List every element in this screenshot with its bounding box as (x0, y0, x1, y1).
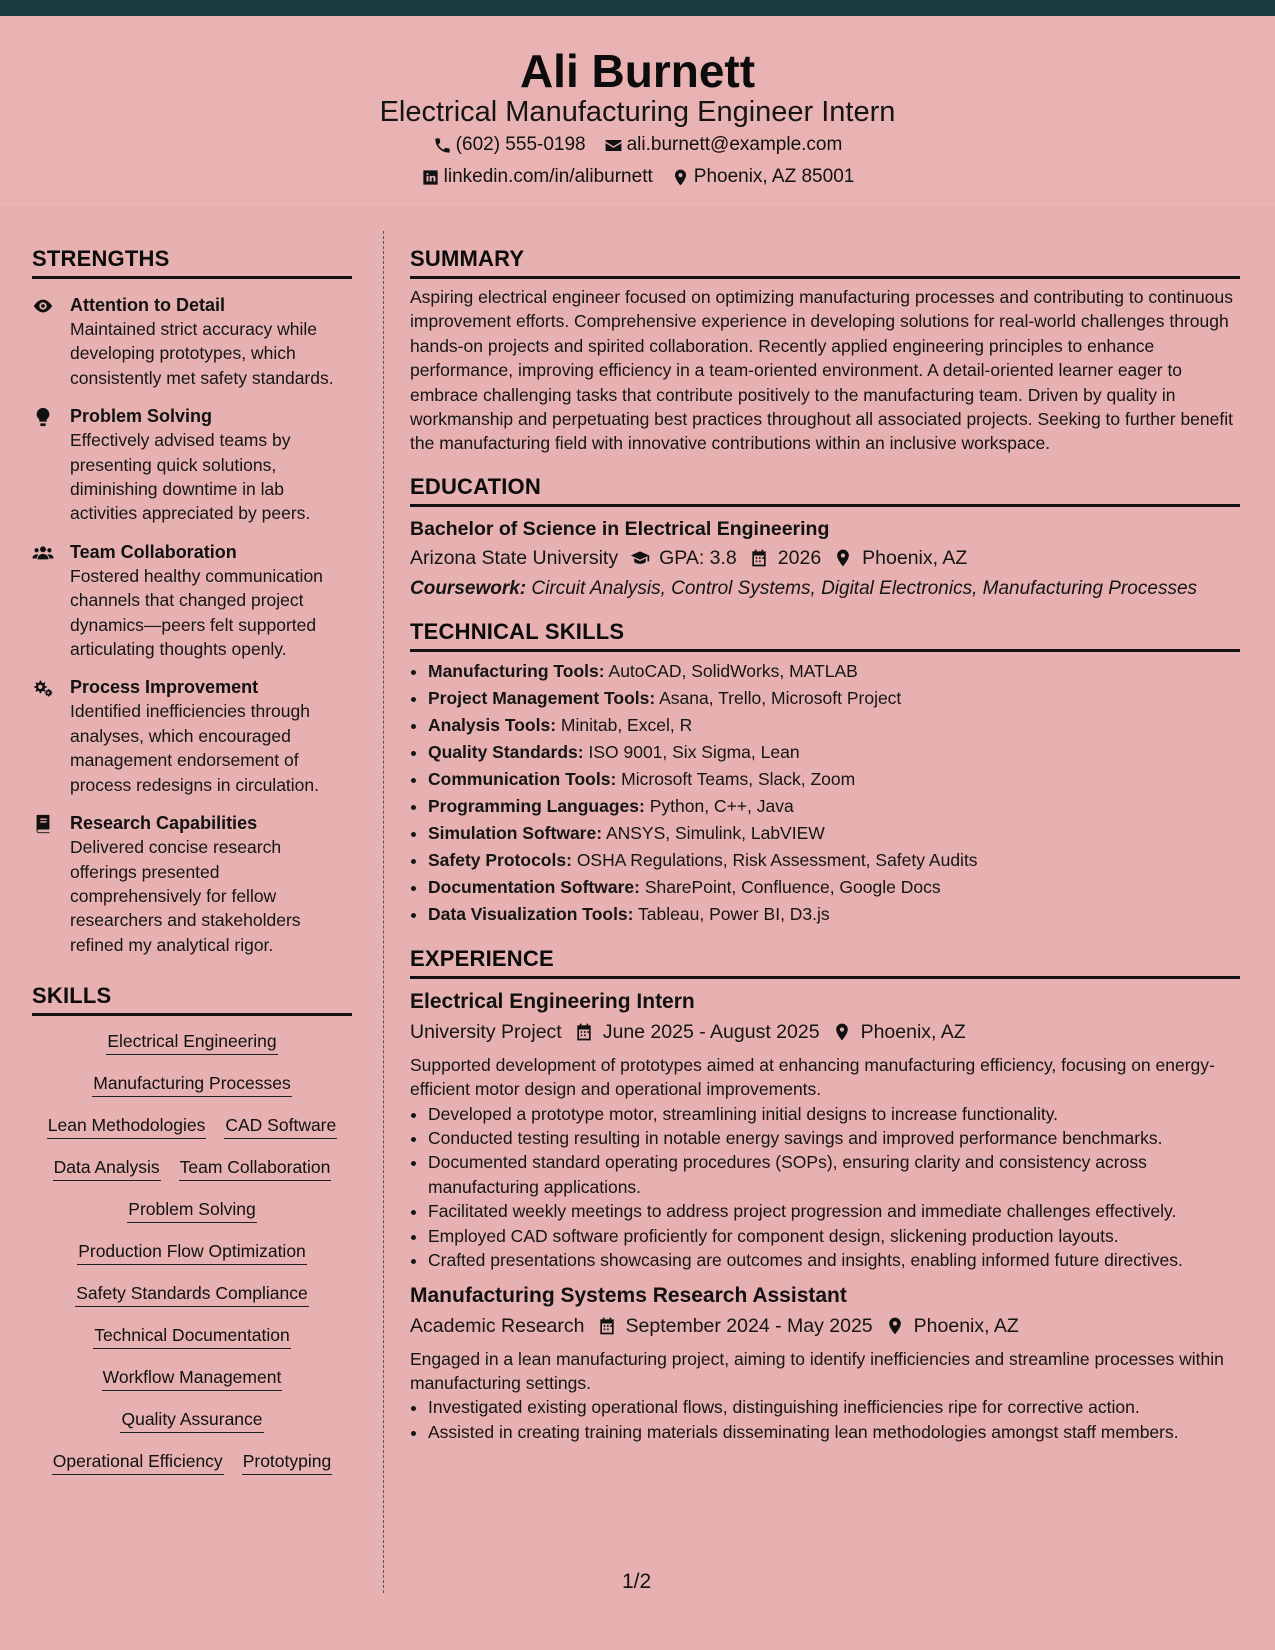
education-meta (410, 543, 1240, 573)
list-item (428, 847, 1240, 874)
skill-tag: Data Analysis (53, 1154, 161, 1181)
list-item (428, 793, 1240, 820)
graduation-cap-icon (630, 548, 650, 568)
list-item (428, 685, 1240, 712)
strength-name: Research Capabilities (70, 813, 258, 834)
tech-label: Project Management Tools: (428, 687, 656, 708)
job-location: Phoenix, AZ (913, 1314, 1019, 1337)
skill-tag: Lean Methodologies (47, 1112, 207, 1139)
tech-label: Simulation Software: (428, 822, 603, 843)
job-dates: September 2024 - May 2025 (625, 1314, 873, 1337)
email-text: ali.burnett@example.com (626, 134, 843, 155)
list-item: • Crafted presentations showcasing are outcomes and insights, enabling informed future directives. (428, 1248, 1240, 1272)
grad-year: 2026 (777, 546, 822, 569)
skill-tag: Safety Standards Compliance (75, 1280, 309, 1307)
tech-label: Data Visualization Tools: (428, 903, 634, 924)
contact-location (671, 166, 855, 188)
calendar-icon (597, 1316, 617, 1336)
job-org: Academic Research (410, 1314, 585, 1337)
candidate-title: Electrical Manufacturing Engineer Intern (379, 96, 896, 128)
coursework-label: Coursework: (410, 577, 527, 599)
tech-label: Communication Tools: (428, 768, 617, 789)
job-description: Engaged in a lean manufacturing project, aiming to identify inefficiencies and streamline processes within manufacturing settings. (410, 1348, 1224, 1393)
skills-heading: SKILLS (32, 983, 352, 1016)
skill-tag: Production Flow Optimization (77, 1238, 307, 1265)
job-bullets (410, 1102, 1240, 1273)
strength-name: Problem Solving (70, 406, 213, 427)
tech-label: Analysis Tools: (428, 714, 557, 735)
calendar-icon (749, 548, 769, 568)
job-org: University Project (410, 1020, 562, 1043)
strength-desc: Maintained strict accuracy while developing prototypes, which consistently met safety standards. (70, 319, 334, 388)
tech-value: Microsoft Teams, Slack, Zoom (621, 768, 856, 789)
right-column (410, 246, 1240, 1444)
list-item (428, 874, 1240, 901)
book-icon (32, 813, 54, 835)
coursework (410, 577, 1240, 601)
left-column (32, 246, 352, 1475)
list-item (428, 739, 1240, 766)
phone-text: (602) 555-0198 (455, 134, 586, 155)
strength-item (32, 293, 352, 390)
candidate-name: Ali Burnett (519, 45, 756, 97)
skill-tag: Team Collaboration (179, 1154, 332, 1181)
strength-desc: Effectively advised teams by presenting quick solutions, diminishing downtime in lab activities appreciated by peers. (70, 430, 311, 524)
tech-value: Asana, Trello, Microsoft Project (659, 687, 902, 708)
list-item (428, 658, 1240, 685)
degree-name: Bachelor of Science in Electrical Engineering (410, 517, 830, 540)
job-title: Manufacturing Systems Research Assistant (410, 1283, 847, 1307)
school-name: Arizona State University (410, 546, 619, 569)
column-divider (383, 231, 384, 1593)
skill-tag: Electrical Engineering (106, 1028, 277, 1055)
list-item: • Assisted in creating training materials disseminating lean methodologies amongst staff members. (428, 1420, 1240, 1444)
tech-label: Quality Standards: (428, 741, 584, 762)
tech-value: Tableau, Power BI, D3.js (638, 903, 830, 924)
strength-desc: Identified inefficiencies through analyses, which encouraged management endorsement of process redesigns in circulation. (70, 701, 320, 795)
skill-tag: Prototyping (242, 1448, 333, 1475)
linkedin-text: linkedin.com/in/aliburnett (443, 166, 653, 187)
skill-tag: CAD Software (224, 1112, 337, 1139)
contact-phone (433, 134, 586, 156)
contact-linkedin (421, 166, 653, 188)
page-number: 1/2 (622, 1570, 652, 1593)
skill-tag: Manufacturing Processes (92, 1070, 291, 1097)
list-item (428, 712, 1240, 739)
tech-value: ANSYS, Simulink, LabVIEW (605, 822, 825, 843)
contact-row-2 (0, 166, 1275, 188)
school-location: Phoenix, AZ (862, 546, 968, 569)
experience-heading: EXPERIENCE (410, 946, 1240, 979)
list-item: • Facilitated weekly meetings to address project progression and immediate challenges effectively. (428, 1199, 1240, 1223)
tech-label: Documentation Software: (428, 876, 640, 897)
strength-desc: Delivered concise research offerings presented comprehensively for fellow researchers and stakeholders refined my analytical rigor. (70, 837, 301, 955)
strength-desc: Fostered healthy communication channels that changed project dynamics—peers felt supported articulating thoughts openly. (70, 565, 323, 660)
skill-tag: Quality Assurance (120, 1406, 263, 1433)
map-pin-icon (832, 1022, 852, 1042)
tech-label: Programming Languages: (428, 795, 645, 816)
linkedin-icon (421, 168, 440, 187)
tech-value: AutoCAD, SolidWorks, MATLAB (608, 660, 858, 681)
skills-list (32, 1028, 352, 1475)
job-meta (410, 1017, 1240, 1047)
job-title: Electrical Engineering Intern (410, 989, 695, 1013)
skill-tag: Workflow Management (102, 1364, 283, 1391)
list-item (428, 766, 1240, 793)
summary-text: Aspiring electrical engineer focused on optimizing manufacturing processes and contributing to continuous improvement efforts. Comprehensive experience in developing solutions for real-world challenges through hands-on projects and spirited collaboration. Recently applied engineering principles to enhance performance, improving efficiency in a team-oriented environment. A detail-oriented learner eager to embrace challenging tasks that contribute positively to the manufacturing team. Driven by quality in workmanship and perpetuating best practices throughout all associated projects. Seeking to further benefit the manufacturing field with innovative contributions within an inclusive workspace. (410, 287, 1233, 454)
job-description: Supported development of prototypes aimed at enhancing manufacturing efficiency, focusing on energy-efficient motor design and operational improvements. (410, 1054, 1215, 1100)
envelope-icon (604, 136, 623, 155)
calendar-icon (574, 1022, 594, 1042)
list-item: • Conducted testing resulting in notable energy savings and improved performance benchmarks. (428, 1126, 1240, 1150)
strength-item (32, 811, 352, 957)
gpa-text: GPA: 3.8 (659, 546, 737, 569)
strengths-heading: STRENGTHS (32, 246, 352, 279)
coursework-text: Circuit Analysis, Control Systems, Digital Electronics, Manufacturing Processes (531, 577, 1198, 599)
tech-value: ISO 9001, Six Sigma, Lean (588, 741, 800, 762)
technical-skills-heading: TECHNICAL SKILLS (410, 619, 1240, 652)
contact-email (604, 134, 843, 156)
skill-tag: Problem Solving (127, 1196, 256, 1223)
strength-name: Attention to Detail (70, 295, 225, 315)
list-item (428, 901, 1240, 928)
list-item: • Investigated existing operational flows, distinguishing inefficiencies ripe for corrective action. (428, 1395, 1240, 1419)
map-pin-icon (885, 1316, 905, 1336)
strength-item (32, 540, 352, 662)
users-icon (32, 542, 54, 564)
job-dates: June 2025 - August 2025 (602, 1020, 820, 1043)
list-item: • Documented standard operating procedures (SOPs), ensuring clarity and consistency across manufacturing applications. (428, 1150, 1240, 1199)
map-pin-icon (833, 548, 853, 568)
list-item: • Employed CAD software proficiently for component design, slickening production layouts. (428, 1224, 1240, 1248)
strength-item (32, 404, 352, 526)
resume-header (0, 16, 1275, 205)
map-pin-icon (671, 168, 690, 187)
list-item (428, 820, 1240, 847)
technical-skills-list (410, 658, 1240, 928)
contact-row-1 (0, 134, 1275, 156)
tech-label: Safety Protocols: (428, 849, 572, 870)
gears-icon (32, 677, 54, 699)
tech-value: OSHA Regulations, Risk Assessment, Safety Audits (576, 849, 978, 870)
tech-value: SharePoint, Confluence, Google Docs (644, 876, 941, 897)
location-text: Phoenix, AZ 85001 (693, 166, 855, 187)
job-location: Phoenix, AZ (860, 1020, 966, 1043)
list-item: • Developed a prototype motor, streamlining initial designs to increase functionality. (428, 1102, 1240, 1126)
tech-value: Python, C++, Java (649, 795, 794, 816)
strength-name: Process Improvement (70, 677, 259, 698)
tech-value: Minitab, Excel, R (560, 714, 693, 735)
strength-item (32, 675, 352, 797)
phone-icon (433, 136, 452, 155)
skill-tag: Technical Documentation (93, 1322, 291, 1349)
skill-tag: Operational Efficiency (52, 1448, 224, 1475)
job-meta (410, 1311, 1240, 1341)
lightbulb-icon (32, 406, 54, 428)
tech-label: Manufacturing Tools: (428, 660, 605, 681)
summary-heading: SUMMARY (410, 246, 1240, 279)
top-accent-bar (0, 0, 1275, 16)
strength-name: Team Collaboration (70, 541, 237, 562)
job-bullets (410, 1395, 1240, 1444)
education-heading: EDUCATION (410, 474, 1240, 507)
eye-icon (32, 295, 54, 317)
